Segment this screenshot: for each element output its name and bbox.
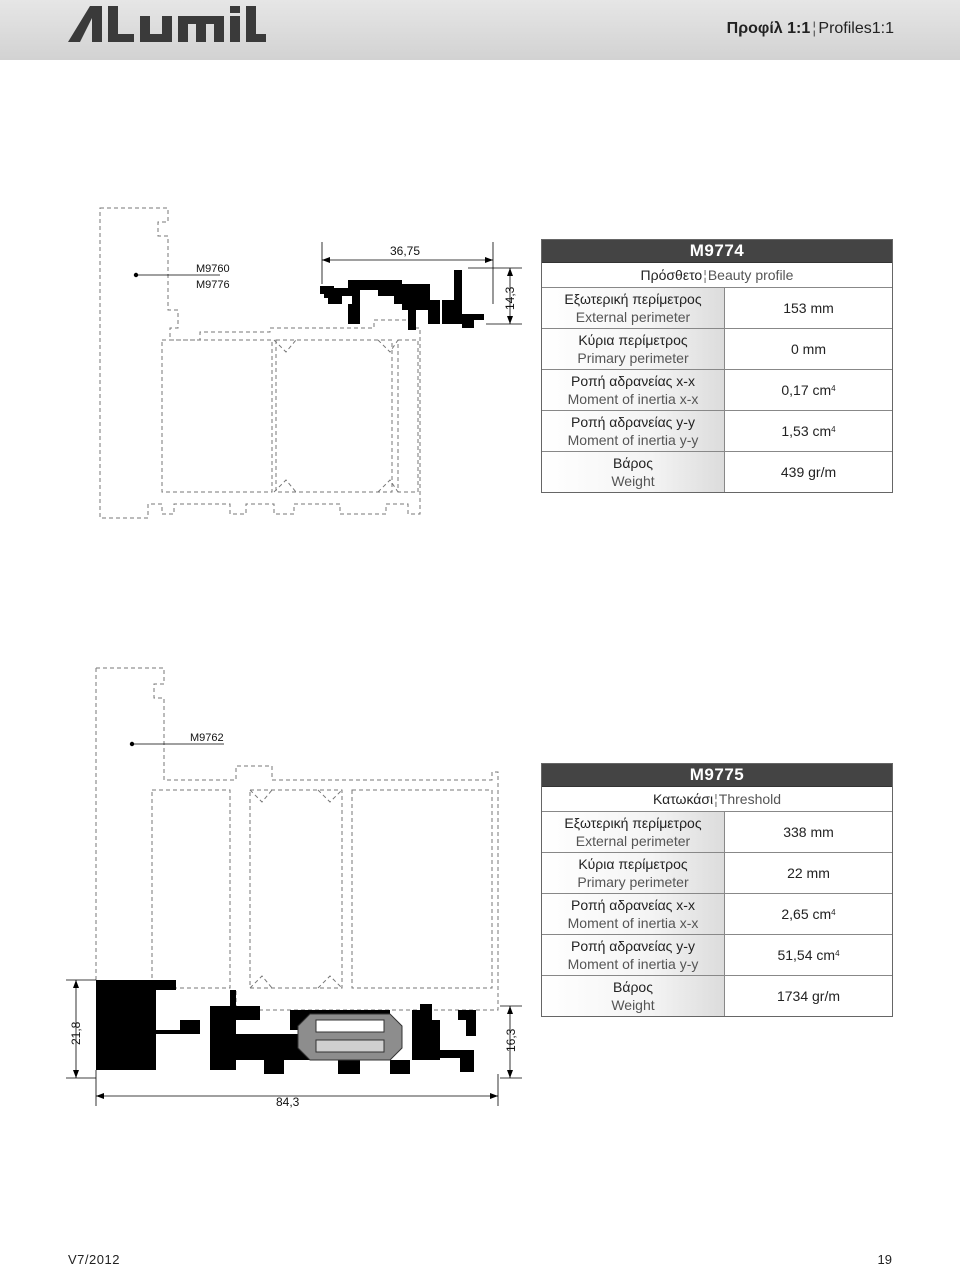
- profile-code: M9774: [542, 240, 892, 263]
- header-title-english: Profiles1:1: [818, 20, 894, 37]
- profile-type-english: Threshold: [718, 791, 782, 807]
- profile-code: M9775: [542, 764, 892, 787]
- property-label-english: External perimeter: [575, 309, 691, 325]
- property-label-english: Moment of inertia x-x: [567, 915, 699, 931]
- frame-outline-dashed: [96, 668, 498, 1010]
- insulation-void: [316, 1020, 384, 1032]
- property-label-greek: Ροπή αδρανείας y-y: [571, 414, 695, 430]
- property-value: 0 mm: [791, 341, 826, 357]
- property-label-greek: Κύρια περίμετρος: [578, 856, 688, 872]
- property-value: 338 mm: [783, 824, 834, 840]
- property-label-greek: Βάρος: [613, 979, 653, 995]
- property-label-english: Weight: [611, 473, 655, 489]
- table-row: [542, 976, 892, 1016]
- properties-table-m9775: [541, 763, 893, 1017]
- property-label-greek: Ροπή αδρανείας x-x: [571, 373, 695, 389]
- profile-drawing-m9775: [60, 660, 530, 1110]
- dimension-width-label: 36,75: [390, 244, 421, 258]
- page-number: 19: [877, 1252, 892, 1267]
- property-label-greek: Κύρια περίμετρος: [578, 332, 688, 348]
- table-row: [542, 370, 892, 411]
- property-value: 22 mm: [787, 865, 830, 881]
- table-row: [542, 452, 892, 492]
- table-row: [542, 853, 892, 894]
- version-label: V7/2012: [68, 1252, 120, 1267]
- table-row: [542, 935, 892, 976]
- profile-drawing-m9774: [90, 200, 530, 530]
- label-m9760: M9760: [196, 263, 230, 275]
- alumil-logo: [68, 2, 268, 46]
- property-value: 153 mm: [783, 300, 834, 316]
- property-label-english: External perimeter: [575, 833, 691, 849]
- profile-type: [542, 263, 892, 288]
- property-value: 51,54 cm $^4$: [777, 947, 840, 963]
- dimension-height-left-label: 21,8: [69, 1021, 83, 1045]
- property-label-english: Moment of inertia y-y: [567, 432, 699, 448]
- properties-table-m9774: [541, 239, 893, 493]
- profile-type: [542, 787, 892, 812]
- header-title-separator: ¦: [812, 20, 817, 37]
- property-label-greek: Ροπή αδρανείας x-x: [571, 897, 695, 913]
- profile-type-greek: Κατωκάσι: [652, 791, 714, 807]
- property-label-greek: Εξωτερική περίμετρος: [564, 291, 702, 307]
- property-label-greek: Βάρος: [613, 455, 653, 471]
- frame-outline-dashed: [100, 208, 420, 518]
- property-value: 1,53 cm $^4$: [781, 423, 836, 439]
- property-label-greek: Ροπή αδρανείας y-y: [571, 938, 695, 954]
- table-row: [542, 288, 892, 329]
- dimension-height-right-label: 16,3: [504, 1028, 518, 1052]
- m9774-profile-section: [320, 270, 484, 330]
- m9775-black-section: [96, 980, 476, 1074]
- table-row: [542, 812, 892, 853]
- property-value: 1734 gr/m: [776, 988, 841, 1004]
- label-m9776: M9776: [196, 279, 230, 291]
- property-label-english: Moment of inertia y-y: [567, 956, 699, 972]
- property-value: 0,17 cm $^4$: [781, 382, 836, 398]
- property-value: 2,65 cm $^4$: [781, 906, 836, 922]
- table-row: [542, 329, 892, 370]
- header-title: [727, 20, 894, 38]
- table-row: [542, 411, 892, 452]
- property-label-greek: Εξωτερική περίμετρος: [564, 815, 702, 831]
- property-label-english: Primary perimeter: [577, 350, 689, 366]
- profile-type-english: Beauty profile: [707, 267, 794, 283]
- profile-type-separator: ¦: [703, 267, 707, 283]
- property-value: 439 gr/m: [780, 464, 837, 480]
- property-label-english: Primary perimeter: [577, 874, 689, 890]
- dimension-height-label: 14,3: [503, 286, 517, 310]
- page-header: [0, 0, 960, 60]
- dimension-width-label: 84,3: [276, 1095, 300, 1109]
- profile-type-greek: Πρόσθετο: [640, 267, 703, 283]
- leader-dot: [130, 742, 134, 746]
- property-label-english: Moment of inertia x-x: [567, 391, 699, 407]
- table-row: [542, 894, 892, 935]
- insulation-void: [316, 1040, 384, 1052]
- header-title-greek: Προφίλ 1:1: [726, 20, 811, 37]
- property-label-english: Weight: [611, 997, 655, 1013]
- label-m9762: M9762: [190, 732, 224, 744]
- profile-type-separator: ¦: [714, 791, 718, 807]
- leader-dot: [134, 273, 138, 277]
